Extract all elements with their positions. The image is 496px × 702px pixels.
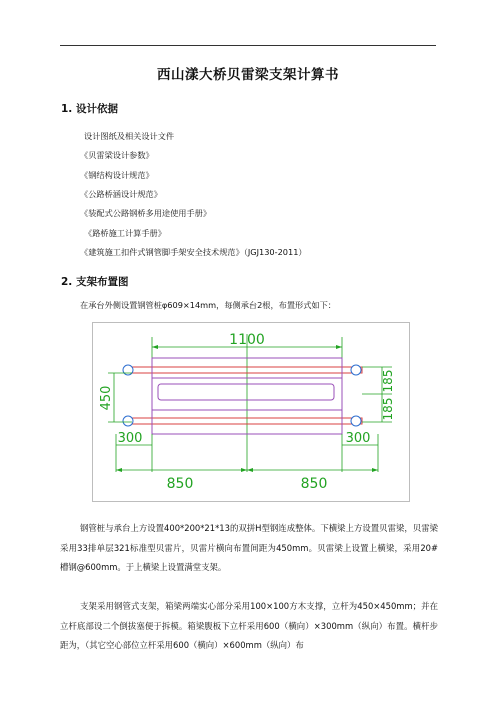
section-2-heading: 2. 支架布置图 [61, 276, 129, 288]
body-paragraph-2: 支架采用钢管式支架，箱梁两端实心部分采用100×100方木支撑，立杆为450×450mm；并在立杆底部设二个倒拔塞便于拆模。箱梁腹板下立杆采用600（横向）×300mm（纵向）布置。横杆步距为，（其它空心部位立杆采用600（横向）×600mm（纵向）布 [60, 601, 438, 650]
document-title: 西山漾大桥贝雷梁支架计算书 [157, 67, 339, 83]
dim-label-850-left: 850 [166, 476, 194, 492]
arrowhead [247, 468, 253, 472]
arrowhead [336, 345, 342, 349]
section-1-heading: 1. 设计依据 [61, 103, 118, 115]
reference-item: 《建筑施工扣件式钢管脚手架安全技术规范》（JGJ130-2011） [80, 247, 307, 257]
dim-1100 [152, 334, 342, 472]
layout-drawing-svg [92, 322, 410, 502]
header-rule [60, 45, 436, 46]
reference-item: 设计图纸及相关设计文件 [84, 131, 175, 141]
reference-item: 《贝雷梁设计参数》 [80, 150, 154, 160]
dim-label-300-left: 300 [117, 431, 143, 446]
steel-pipe-piles [123, 365, 361, 426]
arrowhead [116, 468, 122, 472]
reference-item: 《装配式公路钢桥多用途使用手册》 [80, 208, 212, 218]
body-paragraph-1: 钢管桩与承台上方设置400*200*21*13的双拼H型钢连成整体。下横梁上方设置贝雷梁，贝雷梁采用33排单层321标准型贝雷片，贝雷片横向布置间距为450mm。贝雷梁上设置上横梁，采用20#槽钢@600mm。于上横梁上设置满堂支架。 [60, 523, 438, 572]
reference-item: 《公路桥涵设计规范》 [80, 189, 162, 199]
reference-item: 《路桥施工计算手册》 [84, 228, 166, 238]
dim-label-300-right: 300 [345, 431, 371, 446]
reference-item: 《钢结构设计规范》 [80, 170, 154, 180]
figure-intro: 在承台外侧设置钢管桩φ609×14mm，每侧承台2根，布置形式如下： [80, 300, 336, 310]
arrowhead [372, 468, 378, 472]
dim-label-450: 450 [99, 385, 114, 411]
dim-label-1100: 1100 [229, 332, 265, 348]
dim-label-185-b: 185 [381, 397, 395, 421]
arrowhead [152, 345, 158, 349]
drawing-frame [93, 323, 410, 502]
layout-drawing [92, 322, 410, 502]
arrowhead [241, 468, 247, 472]
dim-label-850-right: 850 [300, 476, 328, 492]
dim-label-185-a: 185 [381, 369, 395, 393]
